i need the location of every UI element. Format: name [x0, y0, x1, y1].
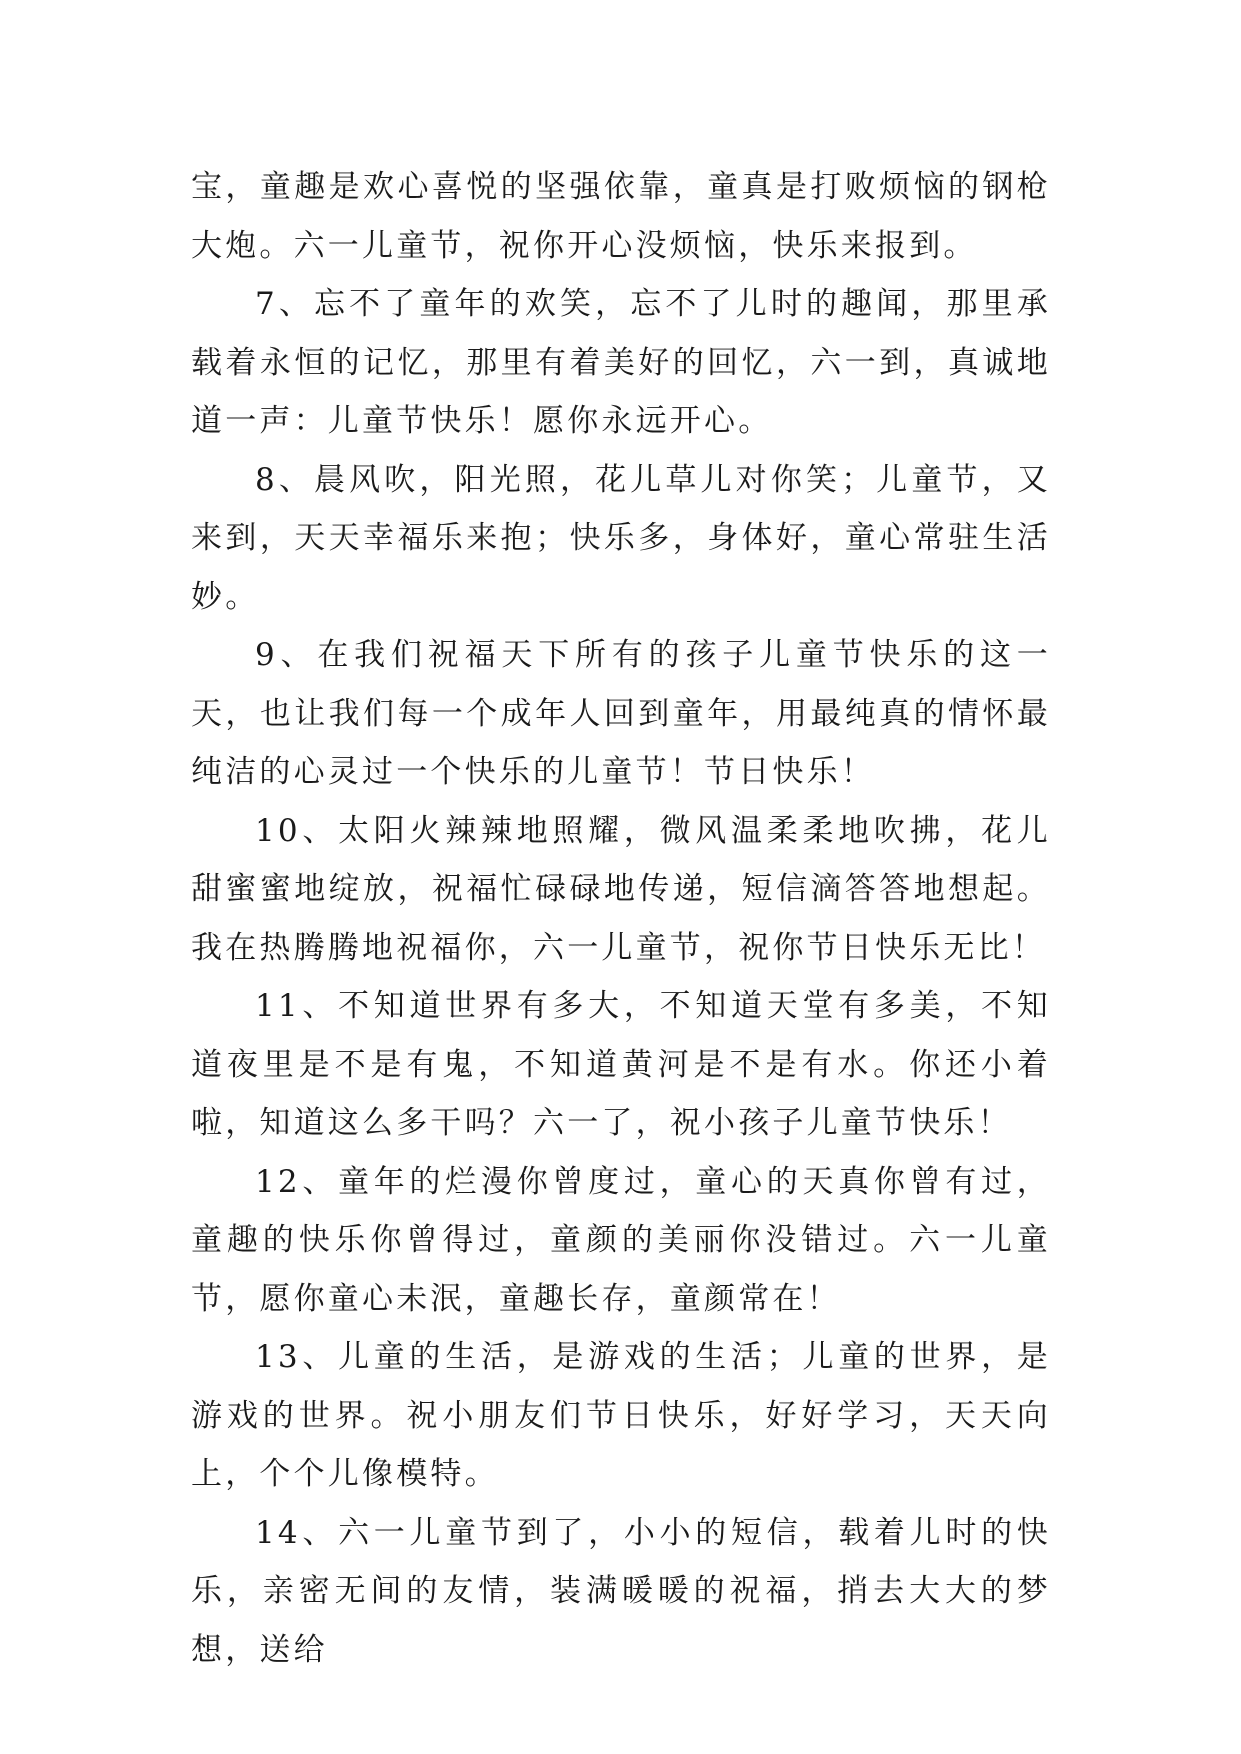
paragraph-item-8: 8、晨风吹，阳光照，花儿草儿对你笑；儿童节，又来到，天天幸福乐来抱；快乐多，身体好，童心常驻生活妙。 — [191, 461, 1051, 615]
paragraph-item-14: 14、六一儿童节到了，小小的短信，载着儿时的快乐，亲密无间的友情，装满暖暖的祝福，捎去大大的梦想，送给 — [191, 1514, 1051, 1668]
paragraph-item-9: 9、在我们祝福天下所有的孩子儿童节快乐的这一天，也让我们每一个成年人回到童年，用最纯真的情怀最纯洁的心灵过一个快乐的儿童节！节日快乐！ — [191, 637, 1051, 790]
paragraph-continuation: 宝，童趣是欢心喜悦的坚强依靠，童真是打败烦恼的钢枪大炮。六一儿童节，祝你开心没烦恼，快乐来报到。 — [191, 169, 1051, 264]
paragraph-item-10: 10、太阳火辣辣地照耀，微风温柔柔地吹拂，花儿甜蜜蜜地绽放，祝福忙碌碌地传递，短信滴答答地想起。我在热腾腾地祝福你，六一儿童节，祝你节日快乐无比！ — [191, 812, 1051, 966]
document-body — [191, 158, 1051, 1679]
paragraph-item-11: 11、不知道世界有多大，不知道天堂有多美，不知道夜里是不是有鬼，不知道黄河是不是有水。你还小着啦，知道这么多干吗？六一了，祝小孩子儿童节快乐！ — [191, 988, 1051, 1141]
paragraph-item-13: 13、儿童的生活，是游戏的生活；儿童的世界，是游戏的世界。祝小朋友们节日快乐，好好学习，天天向上，个个儿像模特。 — [191, 1339, 1051, 1492]
paragraph-item-7: 7、忘不了童年的欢笑，忘不了儿时的趣闻，那里承载着永恒的记忆，那里有着美好的回忆，六一到，真诚地道一声：儿童节快乐！愿你永远开心。 — [191, 286, 1051, 439]
paragraph-item-12: 12、童年的烂漫你曾度过，童心的天真你曾有过，童趣的快乐你曾得过，童颜的美丽你没错过。六一儿童节，愿你童心未泯，童趣长存，童颜常在！ — [191, 1163, 1051, 1317]
